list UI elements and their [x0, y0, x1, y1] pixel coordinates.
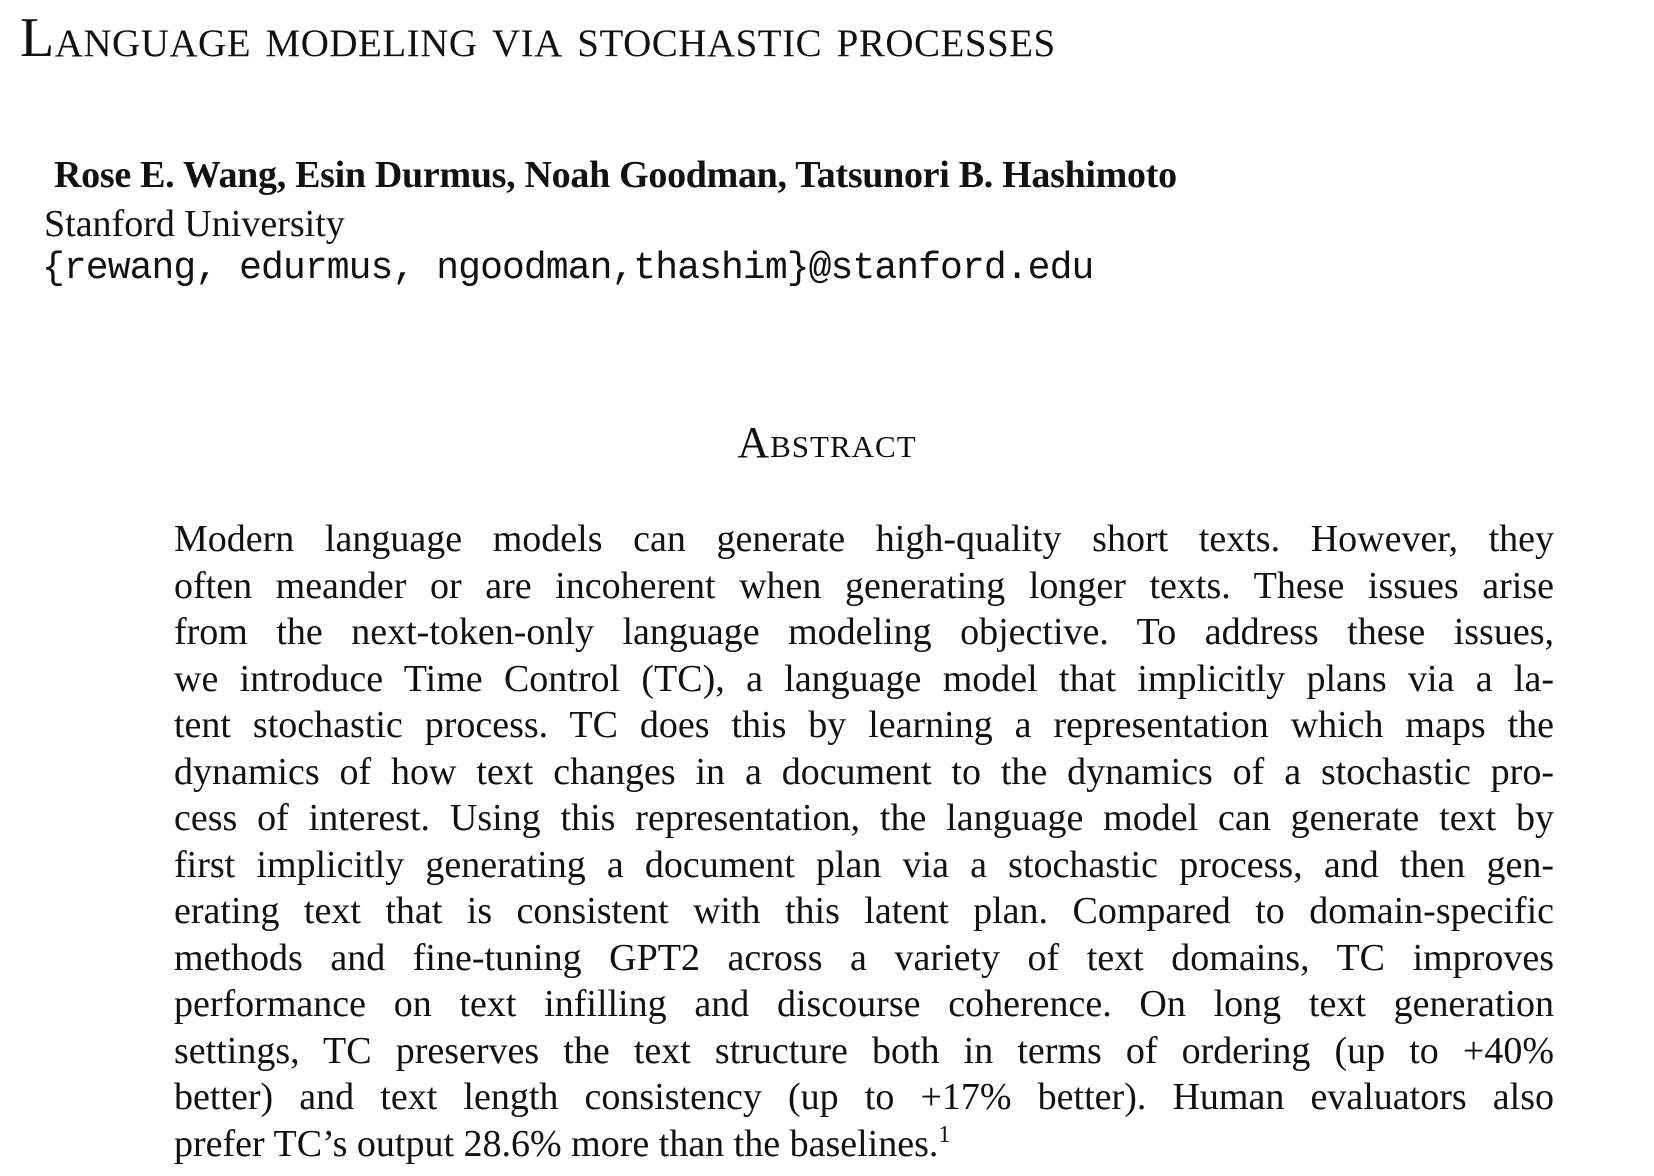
abstract-line: first implicitly generating a document plan via a stochastic process, and then gen-	[174, 843, 1554, 886]
abstract-line: tent stochastic process. TC does this by learning a representation which maps the	[174, 704, 1554, 746]
abstract-line: better) and text length consistency (up to +17% better). Human evaluators also	[174, 1076, 1554, 1118]
abstract-line: Modern language models can generate high-quality short texts. However, they	[174, 518, 1554, 560]
abstract-heading: Abstract	[737, 418, 917, 467]
abstract-line: erating text that is consistent with this latent plan. Compared to domain-specific	[174, 890, 1554, 932]
abstract-body	[174, 516, 1554, 1167]
abstract-line: dynamics of how text changes in a document to the dynamics of a stochastic pro-	[174, 750, 1554, 793]
footnote-marker[interactable]: 1	[938, 1121, 951, 1148]
abstract-line: from the next-token-only language modeling objective. To address these issues,	[174, 611, 1554, 653]
affiliation: Stanford University	[44, 203, 345, 245]
author-list: Rose E. Wang, Esin Durmus, Noah Goodman, Tatsunori B. Hashimoto	[54, 154, 1177, 196]
abstract-line-last	[174, 1121, 1554, 1168]
author-emails: {rewang, edurmus, ngoodman,thashim}@stanford.edu	[42, 247, 1094, 290]
paper-title: Language modeling via stochastic processes	[20, 7, 1056, 69]
abstract-line: often meander or are incoherent when generating longer texts. These issues arise	[174, 564, 1554, 607]
abstract-line: methods and fine-tuning GPT2 across a variety of text domains, TC improves	[174, 936, 1554, 979]
abstract-final-sentence: prefer TC’s output 28.6% more than the baselines.	[174, 1122, 939, 1165]
abstract-line: we introduce Time Control (TC), a language model that implicitly plans via a la-	[174, 657, 1554, 700]
abstract-line: cess of interest. Using this representation, the language model can generate text by	[174, 797, 1554, 839]
abstract-line: settings, TC preserves the text structure both in terms of ordering (up to +40%	[174, 1029, 1554, 1072]
abstract-line: performance on text infilling and discourse coherence. On long text generation	[174, 983, 1554, 1025]
